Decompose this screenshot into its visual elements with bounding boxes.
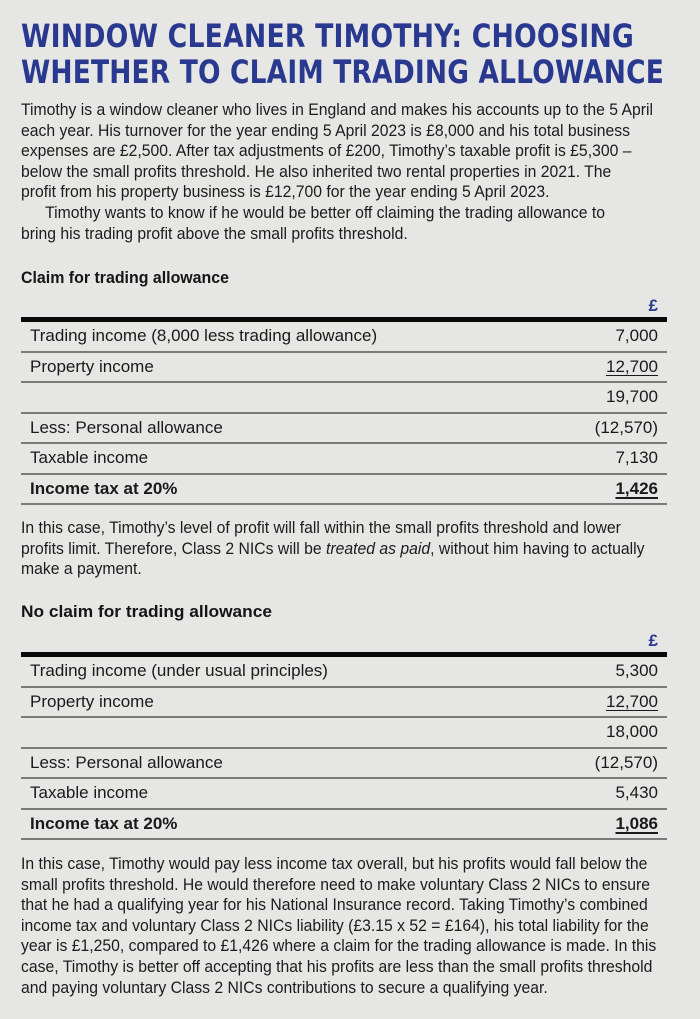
row-value: 1,426 (615, 478, 658, 498)
table-row (21, 414, 667, 445)
row-value: 7,130 (615, 448, 658, 468)
row-label: Trading income (8,000 less trading allowance) (30, 326, 378, 346)
row-value: 12,700 (606, 691, 658, 711)
row-label: Income tax at 20% (30, 813, 178, 833)
intro-line: each year. His turnover for the year ending 5 April 2023 is £8,000 and his total business (21, 120, 631, 140)
comment-line: case, Timothy is better off accepting that his profits are less than the small profits threshold (21, 956, 653, 976)
comment-line: make a payment. (21, 559, 142, 579)
row-label: Taxable income (30, 448, 149, 468)
no-claim-table (21, 630, 667, 840)
currency-header: £ (648, 631, 658, 650)
table-row (21, 657, 667, 688)
claim-section-heading: Claim for trading allowance (21, 269, 229, 287)
table-row (21, 444, 667, 475)
table-row (21, 688, 667, 719)
row-label: Income tax at 20% (30, 478, 178, 498)
table-row-subtotal (21, 383, 667, 414)
table-row (21, 779, 667, 810)
comment-line: In this case, Timothy’s level of profit will fall within the small profits threshold and lower (21, 518, 621, 537)
claim-comment-paragraph (21, 518, 681, 580)
intro-line: profit from his property business is £12,700 for the year ending 5 April 2023. (21, 182, 550, 202)
comment-emphasis: treated as paid (325, 538, 431, 558)
currency-header: £ (648, 296, 658, 315)
no-claim-comment-paragraph (21, 854, 681, 998)
row-value: 19,700 (606, 387, 658, 407)
table-row-subtotal (21, 718, 667, 749)
row-value: 18,000 (606, 722, 658, 742)
intro-line: expenses are £2,500. After tax adjustments of £200, Timothy’s taxable profit is £5,300 – (21, 141, 632, 161)
table-row-total (21, 475, 667, 506)
intro-line: Timothy wants to know if he would be better off claiming the trading allowance to (45, 202, 606, 222)
intro-line: below the small profits threshold. He also inherited two rental properties in 2021. The (21, 161, 612, 181)
title-line-1: WINDOW CLEANER TIMOTHY: CHOOSING (21, 17, 634, 55)
comment-line: small profits threshold. He would therefore need to make voluntary Class 2 NICs to ensure (21, 874, 651, 894)
comment-text: profits limit. Therefore, Class 2 NICs will be (21, 538, 326, 558)
table-row (21, 749, 667, 780)
row-label: Property income (30, 356, 154, 376)
row-value: 1,086 (615, 813, 658, 833)
comment-line: year is £1,250, compared to £1,426 where a claim for the trading allowance is made. In this (21, 936, 657, 956)
table-row-total (21, 810, 667, 841)
row-value: (12,570) (594, 752, 658, 772)
comment-line: and paying voluntary Class 2 NICs contributions to secure a qualifying year. (21, 977, 548, 997)
row-label: Property income (30, 691, 154, 711)
table-row (21, 353, 667, 384)
comment-line: that he had a qualifying year for his National Insurance record. Taking Timothy’s combined (21, 895, 648, 915)
intro-line: Timothy is a window cleaner who lives in England and makes his accounts up to the 5 April (21, 100, 653, 119)
intro-line: bring his trading profit above the small profits threshold. (21, 223, 408, 243)
row-value: 7,000 (615, 326, 658, 346)
row-label: Less: Personal allowance (30, 417, 223, 437)
claim-table (21, 295, 667, 505)
row-value: 12,700 (606, 356, 658, 376)
intro-paragraph (21, 100, 681, 244)
row-label: Taxable income (30, 783, 149, 803)
row-label: Less: Personal allowance (30, 752, 223, 772)
row-value: 5,300 (615, 661, 658, 681)
row-value: (12,570) (594, 417, 658, 437)
comment-line: income tax and voluntary Class 2 NICs liability (£3.15 x 52 = £164), his total liability for the (21, 915, 649, 935)
comment-line (21, 538, 645, 560)
comment-text: , without him having to actually (430, 538, 645, 558)
row-label: Trading income (under usual principles) (30, 661, 328, 681)
comment-line: In this case, Timothy would pay less income tax overall, but his profits would fall below the (21, 854, 648, 873)
row-value: 5,430 (615, 783, 658, 803)
title-line-2: WHETHER TO CLAIM TRADING ALLOWANCE (21, 53, 664, 91)
no-claim-section-heading: No claim for trading allowance (21, 603, 272, 621)
table-row (21, 322, 667, 353)
